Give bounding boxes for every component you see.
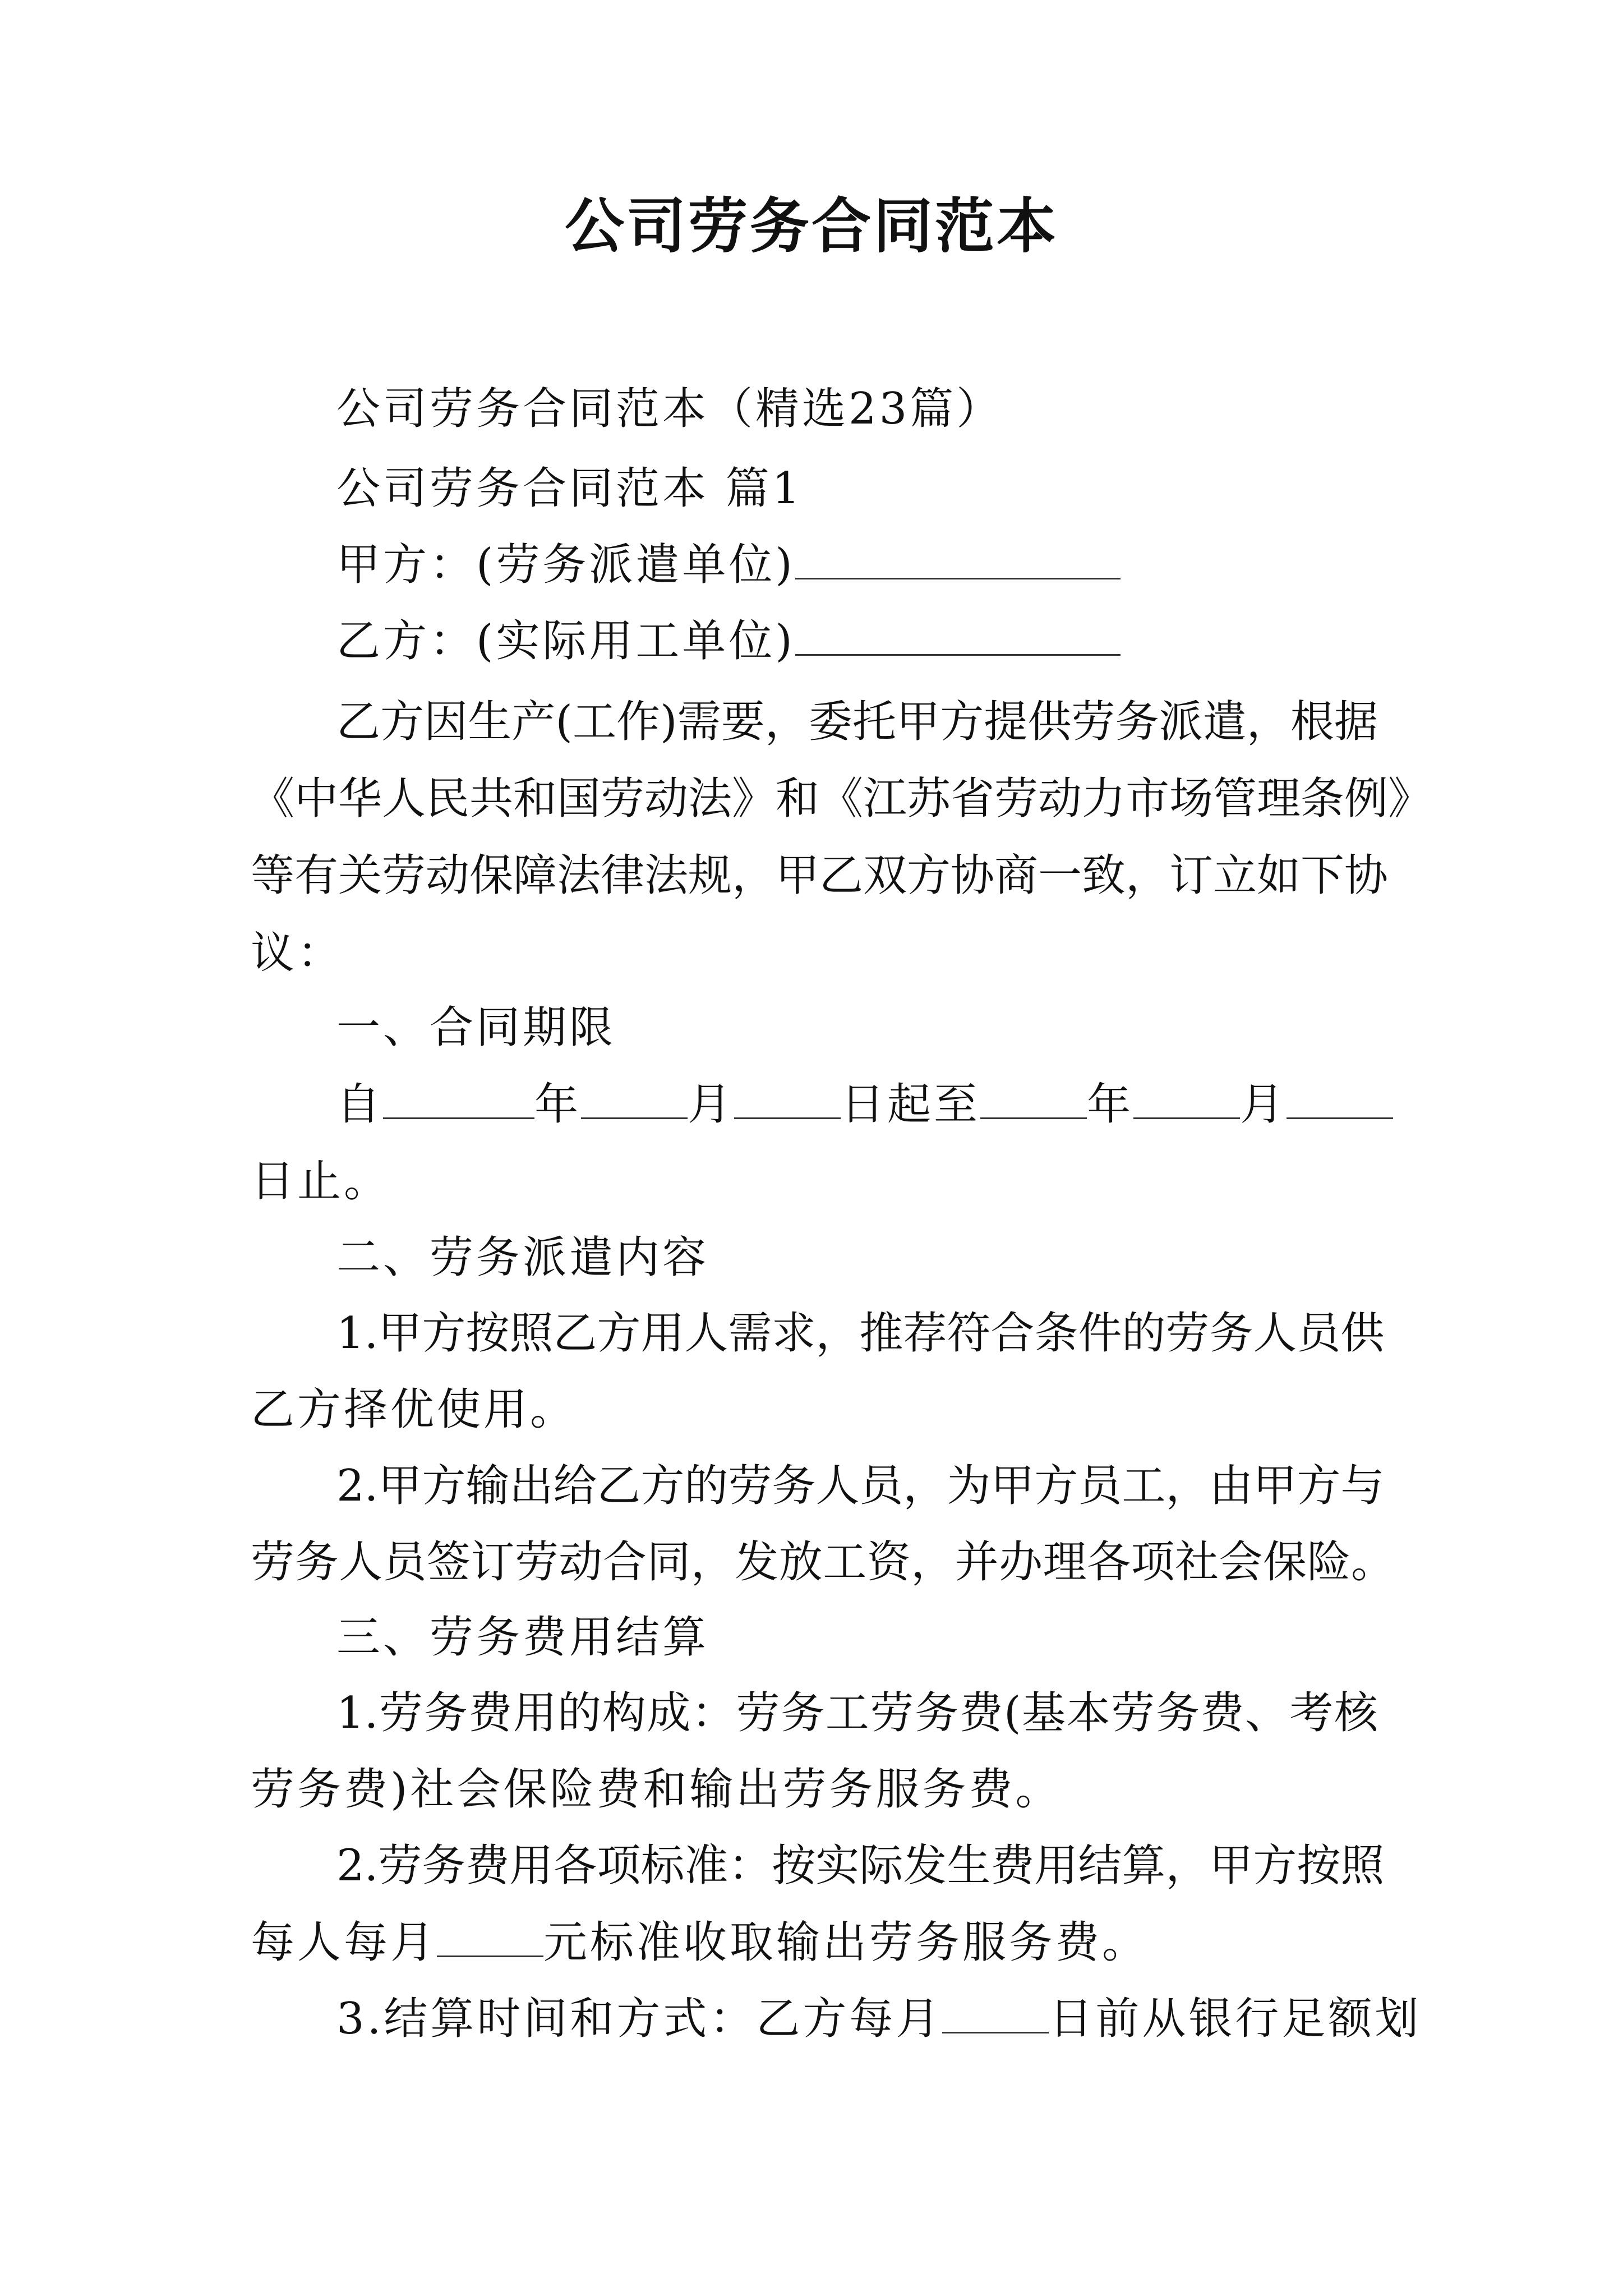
clause-line: 劳务费)社会保险费和输出劳务服务费。 bbox=[251, 1764, 1062, 1815]
service-fee-suffix: 元标准收取输出劳务服务费。 bbox=[543, 1917, 1149, 1968]
term-month-label: 月 bbox=[1240, 1079, 1287, 1130]
settlement-suffix: 日前从银行足额划 bbox=[1049, 1994, 1422, 2044]
end-month-blank bbox=[1133, 1084, 1240, 1119]
clause-line: 1.甲方按照乙方用人需求，推荐符合条件的劳务人员供 bbox=[336, 1308, 1385, 1359]
party-a-blank bbox=[795, 544, 1121, 579]
section-1-heading: 一、合同期限 bbox=[336, 1002, 616, 1053]
start-year-blank bbox=[383, 1084, 534, 1119]
party-a-label: 甲方：(劳务派遣单位) bbox=[336, 540, 795, 590]
term-month-label: 月 bbox=[688, 1079, 735, 1130]
settlement-line bbox=[336, 1994, 1422, 2044]
start-day-blank bbox=[734, 1084, 841, 1119]
contract-term-line bbox=[336, 1079, 1393, 1130]
term-year-label: 年 bbox=[1087, 1079, 1134, 1130]
subtitle: 公司劳务合同范本（精选23篇） bbox=[336, 384, 1003, 434]
term-year-label: 年 bbox=[534, 1079, 582, 1130]
section-3-heading: 三、劳务费用结算 bbox=[336, 1612, 709, 1663]
document-title: 公司劳务合同范本 bbox=[565, 191, 1058, 261]
preamble-line: 《中华人民共和国劳动法》和《江苏省劳动力市场管理条例》 bbox=[251, 774, 1432, 824]
clause-line: 1.劳务费用的构成：劳务工劳务费(基本劳务费、考核 bbox=[336, 1688, 1378, 1738]
clause-line: 劳务人员签订劳动合同，发放工资，并办理各项社会保险。 bbox=[251, 1537, 1395, 1588]
service-fee-line bbox=[251, 1917, 1149, 1968]
clause-line: 2.甲方输出给乙方的劳务人员，为甲方员工，由甲方与 bbox=[336, 1461, 1385, 1511]
settlement-day-blank bbox=[942, 1998, 1049, 2033]
term-from-label: 自 bbox=[336, 1079, 384, 1130]
preamble-line: 议： bbox=[251, 928, 344, 978]
settlement-prefix: 3.结算时间和方式：乙方每月 bbox=[336, 1994, 943, 2044]
clause-line: 乙方择优使用。 bbox=[251, 1384, 577, 1435]
section-2-heading: 二、劳务派遣内容 bbox=[336, 1232, 709, 1283]
party-b-label: 乙方：(实际用工单位) bbox=[336, 616, 795, 666]
end-year-blank bbox=[980, 1084, 1087, 1119]
preamble-line: 乙方因生产(工作)需要，委托甲方提供劳务派遣，根据 bbox=[336, 697, 1378, 747]
term-end-label: 日止。 bbox=[251, 1156, 391, 1207]
service-fee-blank bbox=[437, 1922, 543, 1957]
start-month-blank bbox=[581, 1084, 688, 1119]
end-day-blank bbox=[1287, 1084, 1393, 1119]
clause-line: 2.劳务费用各项标准：按实际发生费用结算，甲方按照 bbox=[336, 1841, 1385, 1891]
service-fee-prefix: 每人每月 bbox=[251, 1917, 437, 1968]
preamble-line: 等有关劳动保障法律法规，甲乙双方协商一致，订立如下协 bbox=[251, 850, 1389, 901]
section-heading: 公司劳务合同范本 篇1 bbox=[336, 463, 803, 514]
party-b-line bbox=[336, 616, 1121, 666]
party-a-line bbox=[336, 540, 1121, 590]
term-day-label: 日起至 bbox=[841, 1079, 981, 1130]
party-b-blank bbox=[795, 620, 1121, 656]
